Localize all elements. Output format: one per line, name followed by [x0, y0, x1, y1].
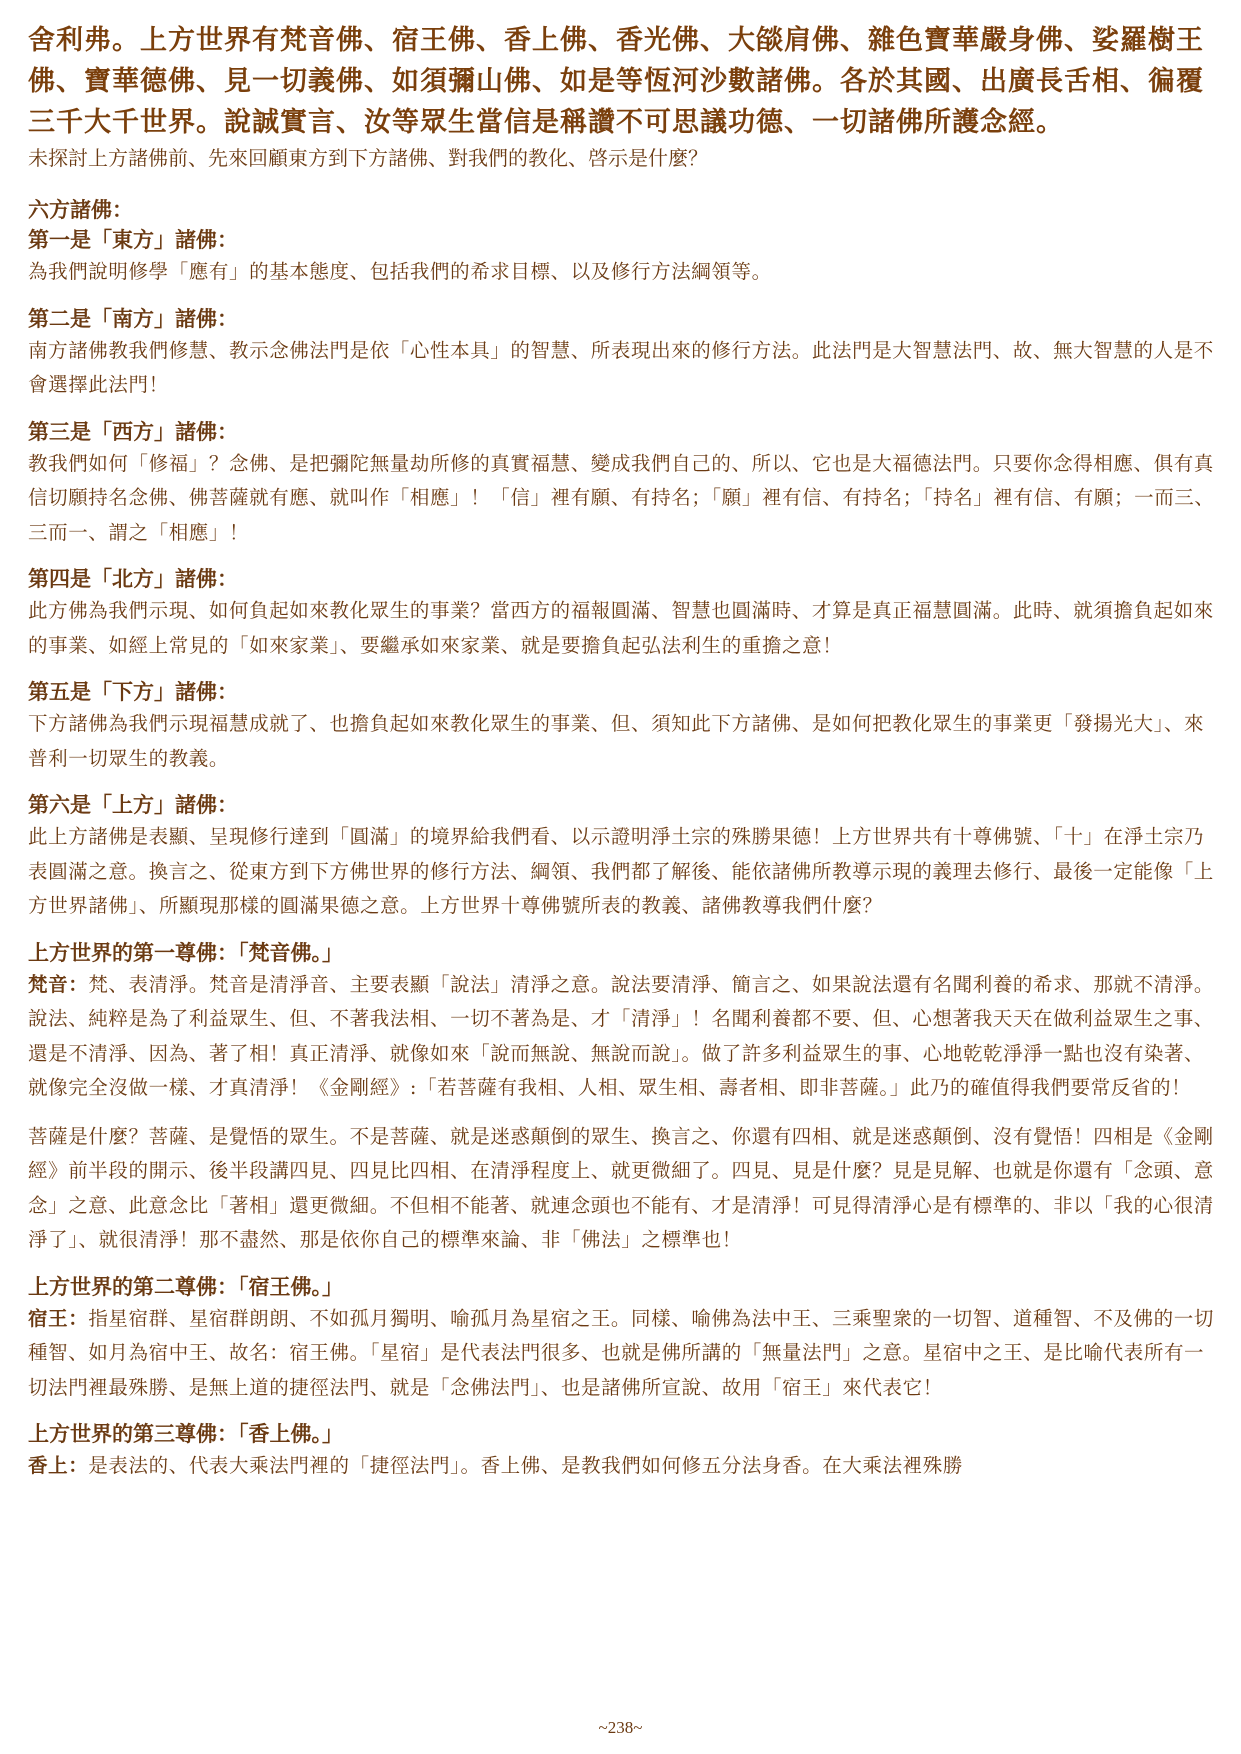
section-heading: 第一是「東方」諸佛：: [28, 227, 238, 252]
section-west: [28, 417, 1223, 551]
section-text: 南方諸佛教我們修慧、教示念佛法門是依「心性本具」的智慧、所表現出來的修行方法。此法門是大智慧法門、故、無大智慧的人是不會選擇此法門！: [28, 338, 1214, 396]
section-text: 此方佛為我們示現、如何負起如來教化眾生的事業？當西方的福報圓滿、智慧也圓滿時、才算是真正福慧圓滿。此時、就須擔負起如來的事業、如經上常見的「如來家業」、要繼承如來家業、就是要擔負起弘法利生的重擔之意！: [28, 599, 1214, 657]
page-number: ~238~: [598, 1718, 643, 1737]
section-above: [28, 790, 1223, 924]
section-text: 教我們如何「修福」？念佛、是把彌陀無量劫所修的真實福慧、變成我們自己的、所以、它也是大福德法門。只要你念得相應、俱有真信切願持名念佛、佛菩薩就有應、就叫作「相應」！「信」裡有願、有持名；「願」裡有信、有持名；「持名」裡有信、有願；一而三、三而一、謂之「相應」！: [28, 451, 1215, 544]
section-heading: 第三是「西方」諸佛：: [28, 418, 238, 444]
buddha-heading: 上方世界的第一尊佛：「梵音佛。」: [28, 939, 343, 965]
buddha-term: 香上：: [28, 1454, 89, 1477]
buddha-third: [28, 1419, 1223, 1484]
section-text: 下方諸佛為我們示現福慧成就了、也擔負起如來教化眾生的事業、但、須知此下方諸佛、是如何把教化眾生的事業更「發揚光大」、來普利一切眾生的教義。: [28, 712, 1205, 770]
buddha-text: [28, 968, 1223, 1106]
six-directions-heading: 六方諸佛：: [28, 197, 133, 222]
section-south: [28, 304, 1223, 403]
buddha-first: [28, 938, 1223, 1258]
section-heading: 第六是「上方」諸佛：: [28, 792, 238, 817]
buddha-description: 是表法的、代表大乘法門裡的「捷徑法門」。香上佛、是教我們如何修五分法身香。在大乘法裡殊勝: [88, 1454, 963, 1477]
buddha-term: 宿王：: [28, 1306, 89, 1330]
intro-subtitle: 未探討上方諸佛前、先來回顧東方到下方諸佛、對我們的教化、啓示是什麼？: [28, 146, 708, 170]
page-content: [28, 20, 1223, 1498]
buddha-extra-text: 菩薩是什麼？菩薩、是覺悟的眾生。不是菩薩、就是迷惑顛倒的眾生、換言之、你還有四相、就是迷惑顛倒、沒有覺悟！四相是《金剛經》前半段的開示、後半段講四見、四見比四相、在清淨程度上、就更微細了。四見、見是什麼？見是見解、也就是你還有「念頭、意念」之意、此意念比「著相」還更微細。不但相不能著、就連念頭也不能有、才是清淨！可見得清淨心是有標準的、非以「我的心很清淨了」、就很清淨！那不盡然、那是依你自己的標準來論、非「佛法」之標準也！: [28, 1124, 1214, 1251]
buddha-heading: 上方世界的第三尊佛：「香上佛。」: [28, 1421, 343, 1446]
buddha-heading: 上方世界的第二尊佛：「宿王佛。」: [28, 1273, 343, 1299]
buddha-term: 梵音：: [28, 972, 89, 996]
buddha-text: [28, 1449, 1223, 1484]
section-north: [28, 564, 1223, 663]
section-east: [28, 225, 1223, 290]
buddha-description: 梵、表清淨。梵音是清淨音、主要表顯「說法」清淨之意。說法要清淨、簡言之、如果說法還有名聞利養的希求、那就不清淨。說法、純粹是為了利益眾生、但、不著我法相、一切不著為是、才「清淨」！名聞利養都不要、但、心想著我天天在做利益眾生之事、還是不清淨、因為、著了相！真正清淨、就像如來「說而無說、無說而說」。做了許多利益眾生的事、心地乾乾淨淨一點也沒有染著、就像完全沒做一樣、才真清淨！《金剛經》:「若菩薩有我相、人相、眾生相、壽者相、即非菩薩。」此乃的確值得我們要常反省的！: [28, 972, 1214, 1099]
section-below: [28, 677, 1223, 776]
section-heading: 第五是「下方」諸佛：: [28, 679, 238, 704]
buddha-text: [28, 1302, 1223, 1406]
section-text: 為我們說明修學「應有」的基本態度、包括我們的希求目標、以及修行方法綱領等。: [28, 260, 772, 283]
section-heading: 第二是「南方」諸佛：: [28, 305, 238, 331]
buddha-description: 指星宿群、星宿群朗朗、不如孤月獨明、喻孤月為星宿之王。同樣、喻佛為法中王、三乘聖衆的一切智、道種智、不及佛的一切種智、如月為宿中王、故名：宿王佛。「星宿」是代表法門很多、也就是佛所講的「無量法門」之意。星宿中之王、是比喻代表所有一切法門裡最殊勝、是無上道的捷徑法門、就是「念佛法門」、也是諸佛所宣說、故用「宿王」來代表它！: [28, 1306, 1214, 1399]
section-text: 此上方諸佛是表顯、呈現修行達到「圓滿」的境界給我們看、以示證明淨土宗的殊勝果德！上方世界共有十尊佛號、「十」在淨土宗乃表圓滿之意。換言之、從東方到下方佛世界的修行方法、綱領、我們都了解後、能依諸佛所教導示現的義理去修行、最後一定能像「上方世界諸佛」、所顯現那樣的圓滿果德之意。上方世界十尊佛號所表的教義、諸佛教導我們什麼？: [28, 825, 1214, 917]
section-heading: 第四是「北方」諸佛：: [28, 566, 238, 591]
sutra-passage: 舍利弗。上方世界有梵音佛、宿王佛、香上佛、香光佛、大燄肩佛、雜色寶華嚴身佛、娑羅樹王佛、寶華德佛、見一切義佛、如須彌山佛、如是等恆河沙數諸佛。各於其國、出廣長舌相、徧覆三千大千世界。說誠實言、汝等眾生當信是稱讚不可思議功德、一切諸佛所護念經。: [28, 25, 1204, 138]
buddha-second: [28, 1272, 1223, 1406]
